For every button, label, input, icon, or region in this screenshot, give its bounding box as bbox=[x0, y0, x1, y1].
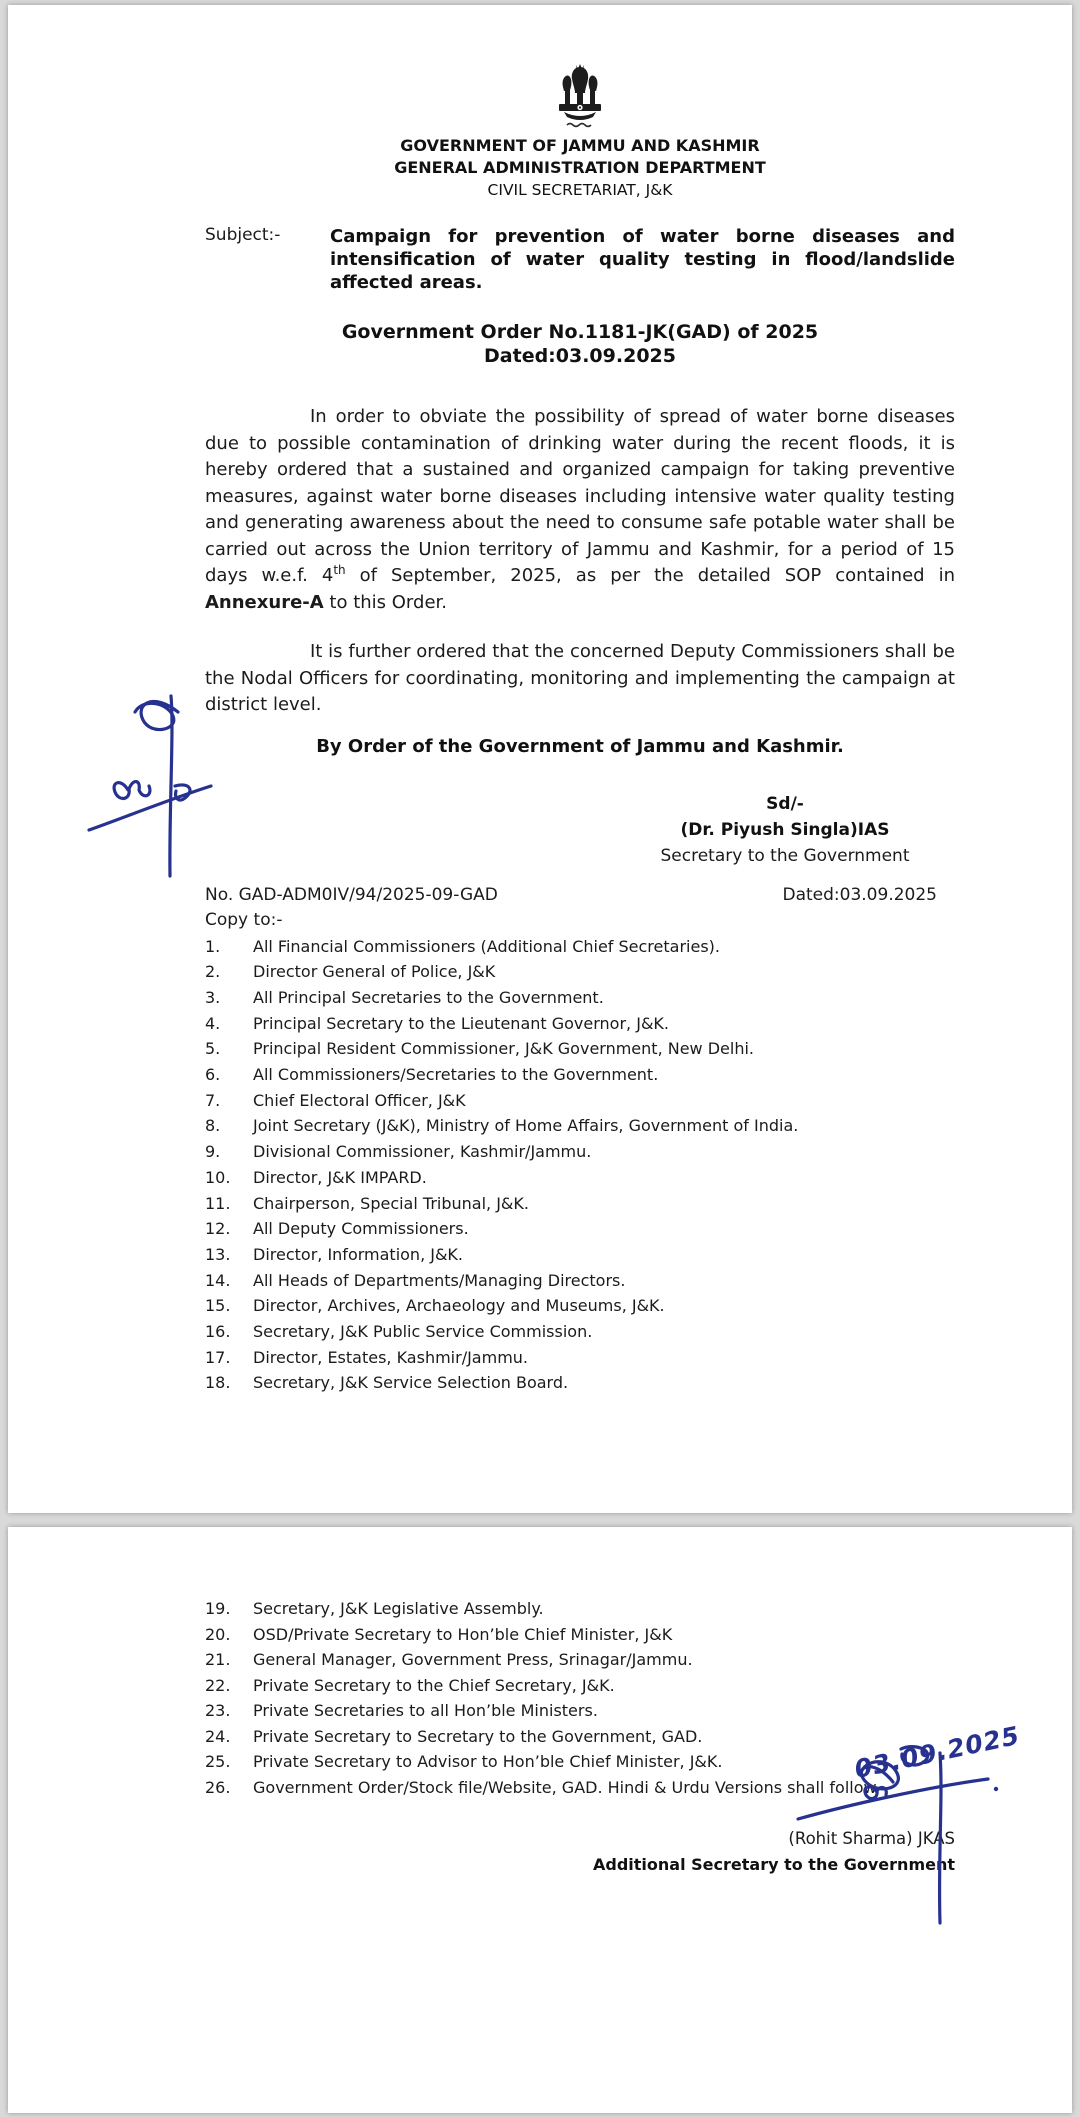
copy-item-number: 17. bbox=[205, 1347, 231, 1367]
copy-item-text: Secretary, J&K Legislative Assembly. bbox=[253, 1599, 544, 1618]
document-page-2 bbox=[8, 1527, 1072, 2113]
copy-item-text: Chairperson, Special Tribunal, J&K. bbox=[253, 1193, 529, 1213]
copy-list-item bbox=[205, 1319, 955, 1345]
subject-label: Subject:- bbox=[205, 225, 281, 245]
copy-list-item bbox=[205, 1647, 955, 1673]
copy-item-text: Joint Secretary (J&K), Ministry of Home Affairs, Government of India. bbox=[253, 1116, 799, 1136]
copy-list-item bbox=[205, 1216, 955, 1242]
copy-item-number: 4. bbox=[205, 1013, 221, 1033]
copy-list-item bbox=[205, 1139, 955, 1165]
copy-item-text: Secretary, J&K Service Selection Board. bbox=[253, 1373, 569, 1393]
copy-item-text: Director, Estates, Kashmir/Jammu. bbox=[253, 1347, 529, 1367]
order-date: Dated:03.09.2025 bbox=[484, 345, 676, 367]
copy-to-label: Copy to:- bbox=[205, 909, 283, 930]
copy-list-item bbox=[205, 1293, 955, 1319]
copy-item-text: Director General of Police, J&K bbox=[253, 962, 496, 982]
para1-text-2: of September, 2025, as per the detailed SOP contained in bbox=[345, 565, 956, 586]
gov-header-line1: GOVERNMENT OF JAMMU AND KASHMIR bbox=[400, 136, 760, 155]
copy-list-item bbox=[205, 934, 955, 960]
para1-text-3: to this Order. bbox=[323, 591, 447, 613]
copy-item-number: 23. bbox=[205, 1701, 231, 1720]
copy-list-item bbox=[205, 1370, 955, 1396]
copy-item-text: OSD/Private Secretary to Hon’ble Chief Minister, J&K bbox=[253, 1624, 673, 1644]
copy-item-number: 7. bbox=[205, 1090, 221, 1110]
copy-list-item bbox=[205, 1011, 955, 1037]
copy-list-item bbox=[205, 1242, 955, 1268]
handwritten-date: 03.09.2025 bbox=[851, 1720, 1023, 1784]
copy-item-number: 19. bbox=[205, 1599, 231, 1618]
copy-item-number: 16. bbox=[205, 1322, 231, 1342]
signatory-name-2: (Rohit Sharma) JKAS bbox=[788, 1829, 955, 1848]
copy-list-item bbox=[205, 1062, 955, 1088]
copy-list-item bbox=[205, 1596, 955, 1622]
copy-item-number: 8. bbox=[205, 1116, 221, 1136]
gov-header-line2: GENERAL ADMINISTRATION DEPARTMENT bbox=[394, 158, 766, 177]
copy-list-item bbox=[205, 985, 955, 1011]
copy-list-item bbox=[205, 1036, 955, 1062]
copy-item-number: 22. bbox=[205, 1675, 231, 1695]
sd-line: Sd/- bbox=[766, 793, 804, 814]
copy-item-number: 9. bbox=[205, 1142, 221, 1162]
signatory-designation: Secretary to the Government bbox=[660, 845, 910, 866]
copy-item-number: 10. bbox=[205, 1167, 231, 1187]
copy-item-text: General Manager, Government Press, Srinagar/Jammu. bbox=[253, 1650, 693, 1669]
copy-item-number: 11. bbox=[205, 1193, 231, 1213]
reference-date: Dated:03.09.2025 bbox=[782, 884, 937, 905]
order-title bbox=[205, 320, 955, 368]
copy-item-number: 24. bbox=[205, 1726, 231, 1746]
copy-item-text: Director, Information, J&K. bbox=[253, 1244, 464, 1264]
order-number: Government Order No.1181-JK(GAD) of 2025 bbox=[341, 321, 819, 343]
copy-item-number: 13. bbox=[205, 1244, 231, 1264]
ashoka-emblem-icon bbox=[555, 61, 605, 129]
copy-list-item bbox=[205, 1088, 955, 1114]
copy-to-list-2 bbox=[205, 1596, 955, 1800]
motto-squiggle bbox=[567, 124, 591, 127]
copy-item-text: Private Secretaries to all Hon’ble Ministers. bbox=[253, 1701, 598, 1720]
signatory-block bbox=[615, 791, 955, 869]
copy-item-text: Principal Secretary to the Lieutenant Governor, J&K. bbox=[253, 1013, 669, 1033]
body-paragraph-1 bbox=[205, 404, 955, 616]
copy-list-item bbox=[205, 1749, 955, 1775]
copy-item-number: 21. bbox=[205, 1650, 231, 1669]
copy-item-text: All Principal Secretaries to the Government. bbox=[253, 987, 604, 1007]
copy-item-text: All Deputy Commissioners. bbox=[253, 1219, 469, 1239]
copy-list-item bbox=[205, 1698, 955, 1724]
copy-item-text: Chief Electoral Officer, J&K bbox=[253, 1090, 466, 1110]
copy-list-item bbox=[205, 1165, 955, 1191]
copy-list-item bbox=[205, 1724, 955, 1750]
copy-item-number: 2. bbox=[205, 962, 221, 982]
subject-text: Campaign for prevention of water borne diseases and intensification of water quality testing in flood/landslide affected areas. bbox=[330, 226, 955, 293]
handwritten-signature-page1 bbox=[83, 690, 218, 880]
copy-list-item bbox=[205, 1622, 955, 1648]
copy-list-item bbox=[205, 1191, 955, 1217]
copy-item-text: All Heads of Departments/Managing Directors. bbox=[253, 1270, 626, 1290]
reference-row bbox=[205, 883, 955, 908]
copy-item-number: 5. bbox=[205, 1039, 221, 1059]
subject-row bbox=[205, 225, 955, 294]
copy-item-number: 12. bbox=[205, 1219, 231, 1239]
copy-item-text: All Commissioners/Secretaries to the Government. bbox=[253, 1065, 659, 1085]
copy-item-number: 6. bbox=[205, 1065, 221, 1085]
copy-item-number: 26. bbox=[205, 1777, 231, 1797]
signatory-designation-2: Additional Secretary to the Government bbox=[593, 1855, 955, 1874]
document-page-1 bbox=[8, 5, 1072, 1513]
copy-item-text: Director, Archives, Archaeology and Museums, J&K. bbox=[253, 1296, 665, 1316]
copy-item-text: Private Secretary to the Chief Secretary, J&K. bbox=[253, 1675, 615, 1695]
emblem-wrap bbox=[205, 5, 955, 129]
copy-item-text: Principal Resident Commissioner, J&K Government, New Delhi. bbox=[253, 1039, 754, 1059]
copy-item-number: 14. bbox=[205, 1270, 231, 1290]
by-order-line: By Order of the Government of Jammu and Kashmir. bbox=[316, 735, 844, 757]
copy-list-item bbox=[205, 1345, 955, 1371]
copy-item-number: 18. bbox=[205, 1373, 231, 1393]
copy-item-text: Secretary, J&K Public Service Commission. bbox=[253, 1322, 593, 1342]
copy-item-text: Private Secretary to Secretary to the Government, GAD. bbox=[253, 1726, 703, 1746]
copy-item-number: 1. bbox=[205, 936, 221, 956]
copy-list-item bbox=[205, 959, 955, 985]
copy-item-number: 25. bbox=[205, 1752, 231, 1771]
body-paragraph-2: It is further ordered that the concerned Deputy Commissioners shall be the Nodal Officers for coordinating, monitoring and implementing the campaign at district level. bbox=[205, 641, 955, 715]
copy-item-text: Government Order/Stock file/Website, GAD. Hindi & Urdu Versions shall follow. bbox=[253, 1777, 881, 1797]
reference-number: No. GAD-ADM0IV/94/2025-09-GAD bbox=[205, 884, 498, 905]
copy-item-number: 20. bbox=[205, 1624, 231, 1644]
copy-list-item bbox=[205, 1268, 955, 1294]
copy-item-number: 15. bbox=[205, 1296, 231, 1316]
copy-item-text: Divisional Commissioner, Kashmir/Jammu. bbox=[253, 1142, 592, 1162]
copy-item-number: 3. bbox=[205, 987, 221, 1007]
copy-item-text: Private Secretary to Advisor to Hon’ble Chief Minister, J&K. bbox=[253, 1752, 723, 1771]
para1-text: In order to obviate the possibility of spread of water borne diseases due to possible contamination of drinking water during the recent floods, it is hereby ordered that a sustained and organized campaign for taking preventive measures, against water borne diseases including intensive water quality testing and generating awareness about the need to consume safe potable water shall be carried out across the Union territory of Jammu and Kashmir, for a period of 15 days w.e.f. 4 bbox=[205, 406, 955, 586]
copy-item-text: All Financial Commissioners (Additional Chief Secretaries). bbox=[253, 936, 720, 956]
signatory-name: (Dr. Piyush Singla)IAS bbox=[680, 819, 890, 840]
copy-list-item bbox=[205, 1775, 955, 1801]
copy-list-item bbox=[205, 1673, 955, 1699]
para1-superscript: th bbox=[333, 563, 346, 577]
copy-to-list-1 bbox=[205, 934, 955, 1397]
copy-item-text: Director, J&K IMPARD. bbox=[253, 1167, 427, 1187]
copy-list-item bbox=[205, 1113, 955, 1139]
annexure-ref: Annexure-A bbox=[205, 591, 324, 613]
gov-header-line3: CIVIL SECRETARIAT, J&K bbox=[487, 181, 673, 199]
